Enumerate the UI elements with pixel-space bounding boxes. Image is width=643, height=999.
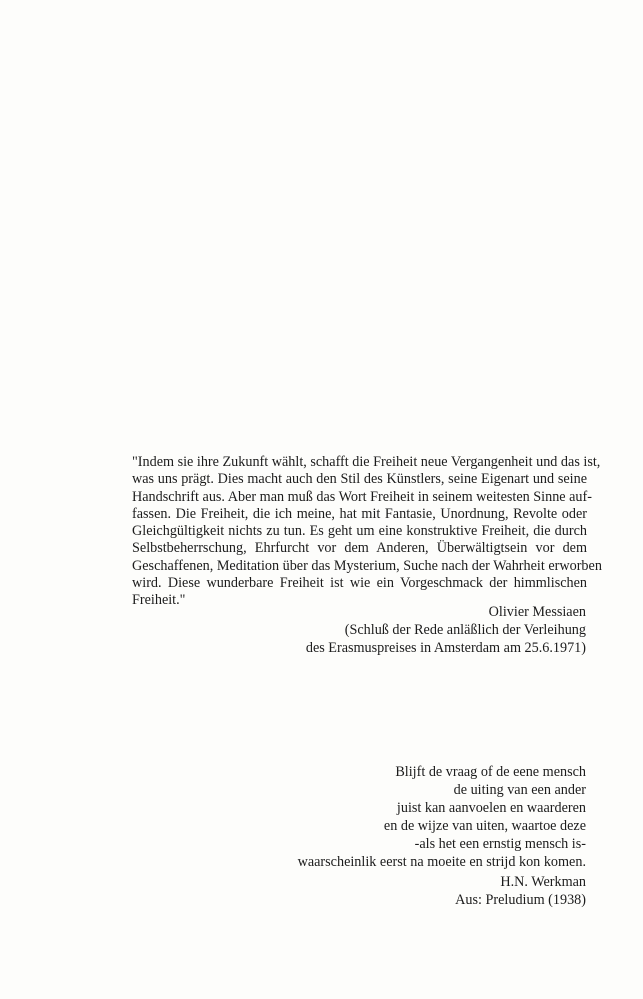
poem-source: Aus: Preludium (1938) [455, 892, 586, 908]
poem-line: waarscheinlik eerst na moeite en strijd kon komen. [297, 854, 586, 870]
poem-line: en de wijze van uiten, waartoe deze [383, 818, 586, 834]
poem-line: de uiting van een ander [453, 782, 586, 798]
poem-author: H.N. Werkman [500, 874, 586, 890]
quote-line: was uns prägt. Dies macht auch den Stil des Künstlers, seine Eigenart und seine [132, 471, 587, 488]
werkman-attribution [455, 873, 586, 909]
quote-line: "Indem sie ihre Zukunft wählt, schafft die Freiheit neue Vergangenheit und das ist, [132, 454, 601, 470]
quote-line: Geschaffenen, Meditation über das Mysterium, Suche nach der Wahrheit erworben [132, 557, 602, 574]
messiaen-attribution [306, 603, 586, 657]
quote-line: Freiheit." [132, 592, 186, 609]
messiaen-quote [132, 454, 602, 610]
quote-line: wird. Diese wunderbare Freiheit ist wie ein Vorgeschmack der himmlischen [132, 575, 587, 592]
werkman-poem [298, 763, 586, 871]
quote-line: Gleichgültigkeit nichts zu tun. Es geht um eine konstruktive Freiheit, die durch [132, 523, 587, 540]
quote-source-line: des Erasmuspreises in Amsterdam am 25.6.1971) [305, 640, 586, 656]
quote-source-line: (Schluß der Rede anläßlich der Verleihung [344, 622, 586, 638]
quote-line: Handschrift aus. Aber man muß das Wort Freiheit in seinem weitesten Sinne auf- [132, 488, 592, 505]
poem-line: juist kan aanvoelen en waarderen [396, 800, 586, 816]
quote-line: fassen. Die Freiheit, die ich meine, hat mit Fantasie, Unordnung, Revolte oder [132, 505, 587, 522]
poem-line: Blijft de vraag of de eene mensch [395, 764, 586, 780]
poem-line: -als het een ernstig mensch is- [414, 836, 586, 852]
quote-line: Selbstbeherrschung, Ehrfurcht vor dem Anderen, Überwältigtsein vor dem [132, 540, 587, 557]
quote-author: Olivier Messiaen [488, 604, 586, 620]
